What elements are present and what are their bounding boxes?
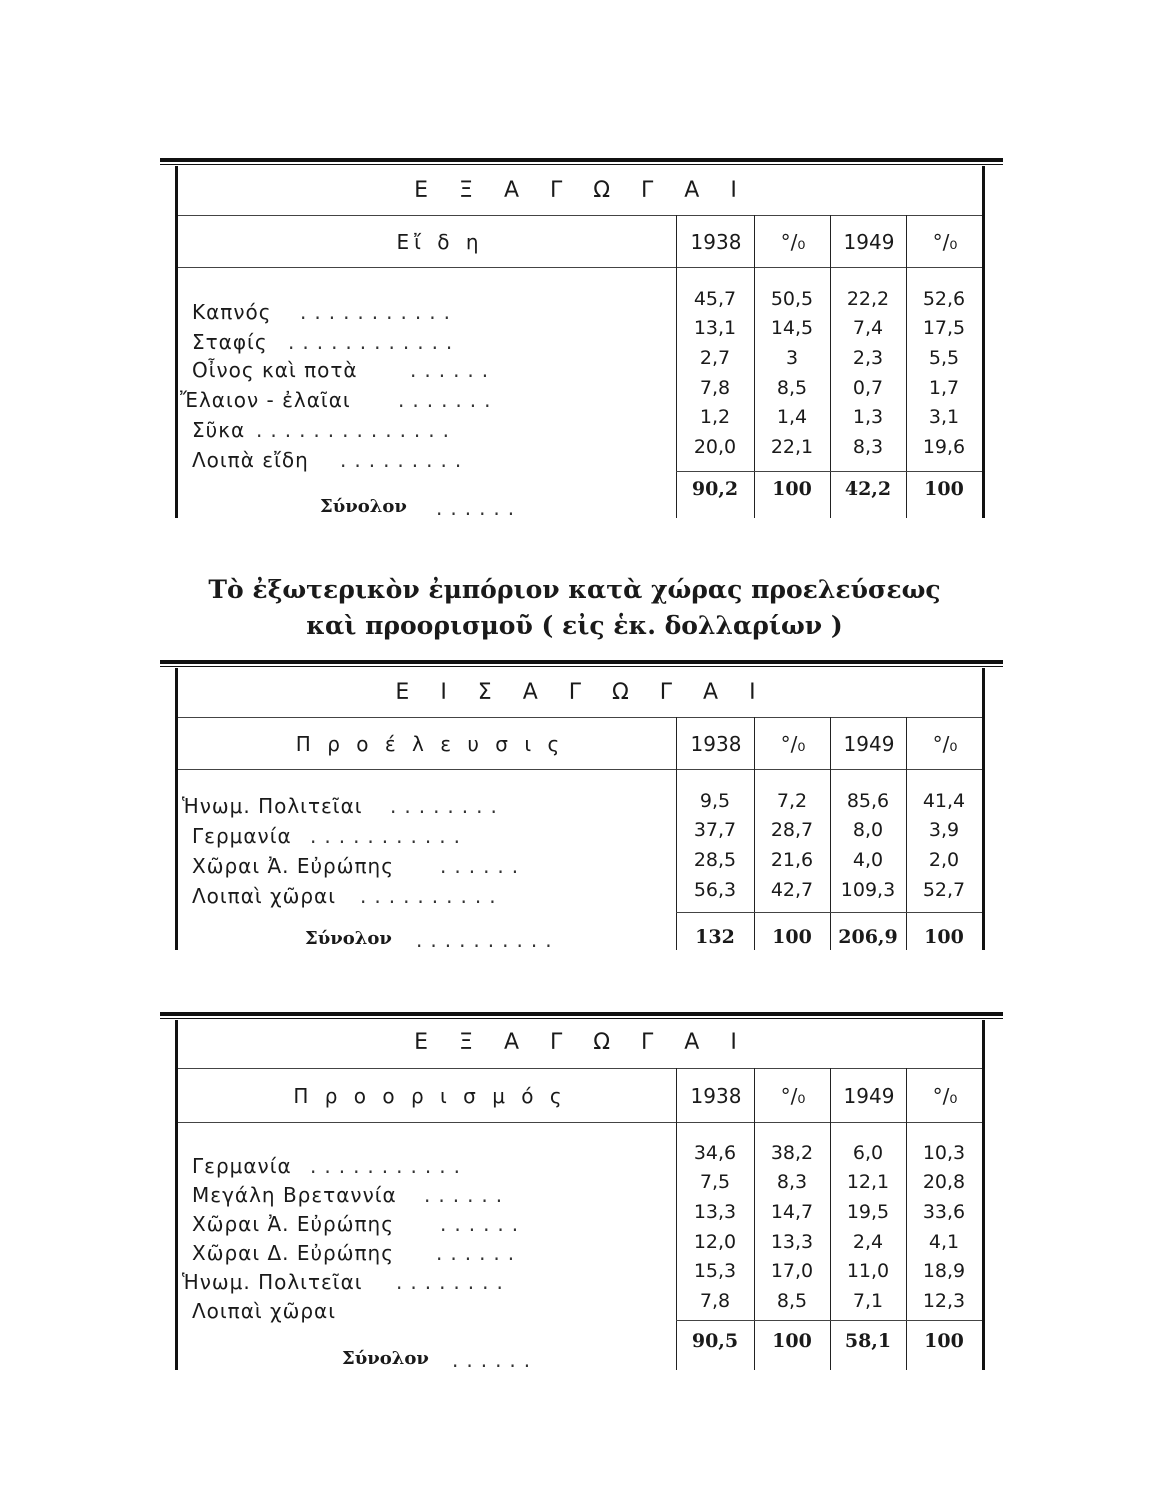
- value-1938: 34,6: [693, 1142, 737, 1164]
- header-1938: 1938: [690, 1084, 742, 1108]
- value-1938: 45,7: [693, 288, 737, 310]
- leader-dots: .........: [340, 448, 470, 472]
- value-1949: 4,0: [852, 849, 884, 871]
- header-1938: 1938: [690, 732, 742, 756]
- header-1949: 1949: [843, 1084, 895, 1108]
- row-label: Χῶραι Ἀ. Εὐρώπης: [192, 1212, 394, 1236]
- value-1949: 2,3: [852, 347, 884, 369]
- leader-dots: ...........: [300, 300, 458, 324]
- heading-line-1: Τὸ ἐξωτερικὸν ἐμπόριον κατὰ χώρας προελεύσεως: [208, 575, 941, 604]
- leader-dots: ...........: [310, 1154, 468, 1178]
- value-1938: 7,8: [699, 377, 731, 399]
- percent-1949: 33,6: [922, 1201, 966, 1223]
- percent-1938: 1,4: [776, 406, 808, 428]
- header-divider: [178, 267, 982, 268]
- header-divider: [178, 717, 982, 718]
- percent-1938: 28,7: [770, 819, 814, 841]
- percent-1949: 1,7: [928, 377, 960, 399]
- total-1949: 206,9: [838, 926, 898, 948]
- percent-1949: 19,6: [922, 436, 966, 458]
- value-1938: 7,5: [699, 1171, 731, 1193]
- percent-1949: 20,8: [922, 1171, 966, 1193]
- header-divider: [178, 215, 982, 216]
- table-top-rule: [160, 1012, 1003, 1016]
- leader-dots: ........: [396, 1270, 511, 1294]
- percent-1949: 4,1: [928, 1231, 960, 1253]
- column-label-header: Π ρ ο έ λ ε υ σ ι ς: [295, 732, 565, 756]
- table-top-rule: [160, 666, 1003, 667]
- table-top-rule: [160, 164, 1003, 165]
- leader-dots: ......: [424, 1183, 511, 1207]
- percent-1938: 38,2: [770, 1142, 814, 1164]
- section-heading: [0, 572, 1149, 644]
- value-1938: 37,7: [693, 819, 737, 841]
- total-divider: [676, 1320, 982, 1321]
- row-label: Χῶραι Ἀ. Εὐρώπης: [192, 854, 394, 878]
- total-percent-1949: 100: [924, 1330, 964, 1352]
- value-1949: 0,7: [852, 377, 884, 399]
- total-1938: 90,2: [691, 478, 739, 500]
- table-left-border: [175, 166, 178, 518]
- row-label: Λοιπαὶ χῶραι: [192, 884, 336, 908]
- header-percent: °/₀: [780, 1084, 806, 1108]
- value-1938: 1,2: [699, 406, 731, 428]
- value-1938: 2,7: [699, 347, 731, 369]
- leader-dots: ..........: [416, 928, 560, 952]
- total-percent-1938: 100: [772, 926, 812, 948]
- table-right-border: [982, 1020, 985, 1370]
- header-divider: [178, 769, 982, 770]
- percent-1938: 50,5: [770, 288, 814, 310]
- leader-dots: ..........: [360, 884, 504, 908]
- table-right-border: [982, 668, 985, 950]
- value-1938: 7,8: [699, 1290, 731, 1312]
- total-1938: 90,5: [691, 1330, 739, 1352]
- table-title: Ε Ξ Α Γ Ω Γ Α Ι: [414, 1030, 749, 1055]
- header-1949: 1949: [843, 230, 895, 254]
- percent-1949: 52,7: [922, 879, 966, 901]
- percent-1949: 17,5: [922, 317, 966, 339]
- total-label: Σύνολον: [342, 1348, 429, 1369]
- table-left-border: [175, 668, 178, 950]
- row-label: Ἡνωμ. Πολιτεῖαι: [182, 1270, 363, 1294]
- column-label-header: Εἴ δ η: [396, 230, 484, 254]
- value-1938: 9,5: [699, 790, 731, 812]
- percent-1938: 42,7: [770, 879, 814, 901]
- row-label: Σῦκα: [192, 418, 246, 442]
- value-1938: 15,3: [693, 1260, 737, 1282]
- header-divider: [178, 1068, 982, 1069]
- percent-1949: 18,9: [922, 1260, 966, 1282]
- total-divider: [676, 912, 982, 913]
- leader-dots: ......: [410, 358, 497, 382]
- total-percent-1938: 100: [772, 478, 812, 500]
- exports-by-product-table: [160, 158, 1003, 518]
- percent-1938: 8,5: [776, 377, 808, 399]
- percent-1949: 41,4: [922, 790, 966, 812]
- percent-1938: 8,3: [776, 1171, 808, 1193]
- leader-dots: ......: [440, 854, 527, 878]
- percent-1938: 13,3: [770, 1231, 814, 1253]
- percent-1938: 7,2: [776, 790, 808, 812]
- percent-1949: 3,9: [928, 819, 960, 841]
- value-1949: 7,4: [852, 317, 884, 339]
- leader-dots: ........: [390, 794, 505, 818]
- value-1949: 85,6: [846, 790, 890, 812]
- percent-1938: 3: [785, 347, 799, 369]
- value-1949: 7,1: [852, 1290, 884, 1312]
- value-1949: 8,0: [852, 819, 884, 841]
- percent-1949: 2,0: [928, 849, 960, 871]
- total-1938: 132: [695, 926, 735, 948]
- leader-dots: ......: [440, 1212, 527, 1236]
- value-1938: 13,1: [693, 317, 737, 339]
- value-1949: 6,0: [852, 1142, 884, 1164]
- row-label: Μεγάλη Βρεταννία: [192, 1183, 397, 1207]
- total-divider: [676, 471, 982, 472]
- row-label: Σταφίς: [192, 330, 268, 354]
- total-percent-1949: 100: [924, 478, 964, 500]
- total-percent-1938: 100: [772, 1330, 812, 1352]
- header-1938: 1938: [690, 230, 742, 254]
- leader-dots: ......: [436, 496, 523, 520]
- heading-line-2: καὶ προορισμοῦ ( εἰς ἑκ. δολλαρίων ): [306, 611, 843, 640]
- value-1949: 109,3: [840, 879, 896, 901]
- percent-1949: 10,3: [922, 1142, 966, 1164]
- value-1949: 2,4: [852, 1231, 884, 1253]
- leader-dots: ............: [288, 330, 461, 354]
- table-right-border: [982, 166, 985, 518]
- row-label: Ἡνωμ. Πολιτεῖαι: [182, 794, 363, 818]
- value-1949: 19,5: [846, 1201, 890, 1223]
- value-1938: 28,5: [693, 849, 737, 871]
- percent-1938: 14,7: [770, 1201, 814, 1223]
- table-top-rule: [160, 660, 1003, 664]
- leader-dots: ..............: [256, 418, 458, 442]
- column-label-header: Π ρ ο ο ρ ι σ μ ό ς: [293, 1084, 567, 1108]
- value-1938: 20,0: [693, 436, 737, 458]
- value-1949: 11,0: [846, 1260, 890, 1282]
- table-top-rule: [160, 1018, 1003, 1019]
- header-divider: [178, 1122, 982, 1123]
- value-1949: 1,3: [852, 406, 884, 428]
- value-1949: 8,3: [852, 436, 884, 458]
- row-label: Γερμανία: [192, 1154, 292, 1178]
- leader-dots: ......: [436, 1241, 523, 1265]
- percent-1949: 12,3: [922, 1290, 966, 1312]
- table-title: Ε Ι Σ Α Γ Ω Γ Α Ι: [395, 680, 768, 705]
- total-label: Σύνολον: [305, 928, 392, 949]
- percent-1938: 8,5: [776, 1290, 808, 1312]
- percent-1949: 5,5: [928, 347, 960, 369]
- header-percent: °/₀: [932, 230, 958, 254]
- percent-1949: 52,6: [922, 288, 966, 310]
- row-label: Λοιπαὶ χῶραι: [192, 1299, 336, 1323]
- percent-1938: 22,1: [770, 436, 814, 458]
- value-1949: 12,1: [846, 1171, 890, 1193]
- leader-dots: .......: [398, 388, 499, 412]
- percent-1949: 3,1: [928, 406, 960, 428]
- percent-1938: 21,6: [770, 849, 814, 871]
- value-1938: 56,3: [693, 879, 737, 901]
- total-label: Σύνολον: [320, 496, 407, 517]
- header-percent: °/₀: [932, 1084, 958, 1108]
- total-percent-1949: 100: [924, 926, 964, 948]
- total-1949: 58,1: [844, 1330, 892, 1352]
- imports-by-origin-table: [160, 660, 1003, 950]
- row-label: Χῶραι Δ. Εὐρώπης: [192, 1241, 394, 1265]
- percent-1938: 14,5: [770, 317, 814, 339]
- header-percent: °/₀: [780, 230, 806, 254]
- value-1938: 13,3: [693, 1201, 737, 1223]
- value-1938: 12,0: [693, 1231, 737, 1253]
- leader-dots: ......: [452, 1348, 539, 1372]
- exports-by-destination-table: [160, 1012, 1003, 1370]
- header-percent: °/₀: [932, 732, 958, 756]
- value-1949: 22,2: [846, 288, 890, 310]
- row-label: Λοιπὰ εἴδη: [192, 448, 309, 472]
- row-label: Καπνός: [192, 300, 272, 324]
- leader-dots: ...........: [310, 824, 468, 848]
- table-title: Ε Ξ Α Γ Ω Γ Α Ι: [414, 178, 749, 203]
- table-left-border: [175, 1020, 178, 1370]
- row-label: Γερμανία: [192, 824, 292, 848]
- header-percent: °/₀: [780, 732, 806, 756]
- percent-1938: 17,0: [770, 1260, 814, 1282]
- table-top-rule: [160, 158, 1003, 162]
- header-1949: 1949: [843, 732, 895, 756]
- total-1949: 42,2: [844, 478, 892, 500]
- row-label: Ἔλαιον - ἐλαῖαι: [180, 388, 351, 412]
- row-label: Οἶνος καὶ ποτὰ: [192, 358, 358, 382]
